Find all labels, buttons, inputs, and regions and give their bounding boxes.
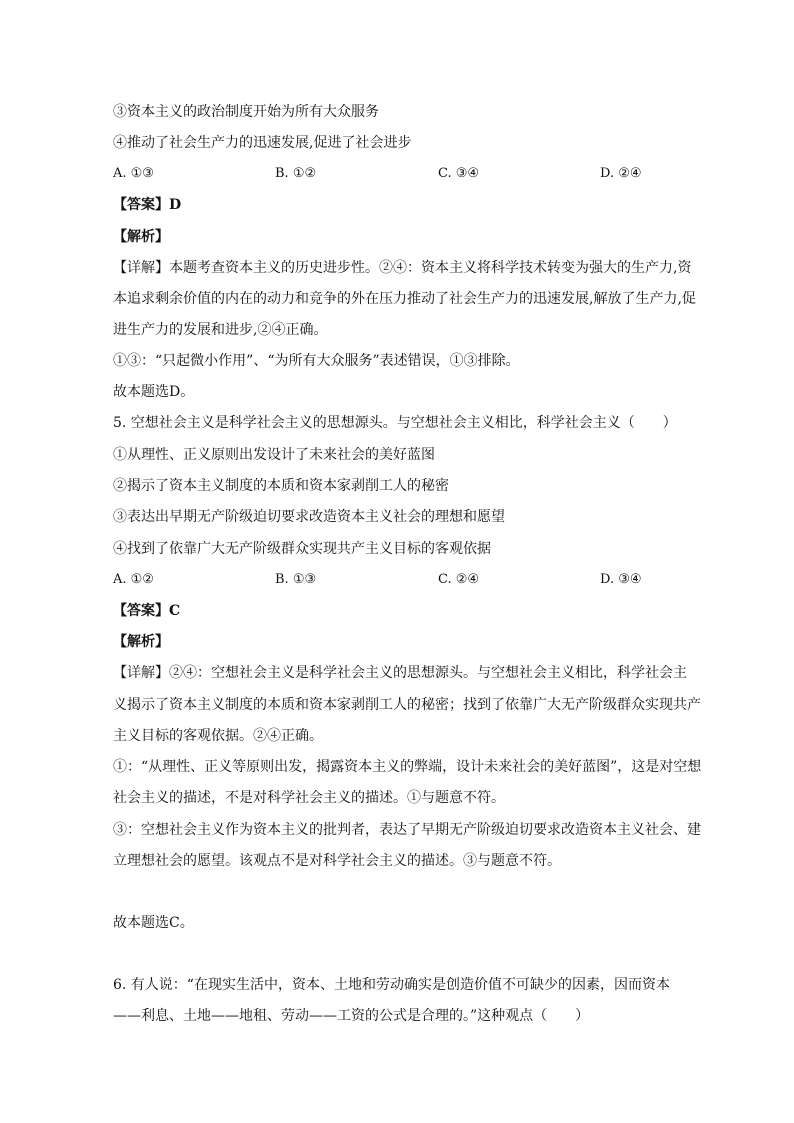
- q5-choice-d: D. ③④: [600, 572, 642, 587]
- q6-stem-line-1: 6. 有人说：“在现实生活中，资本、土地和劳动确实是创造价值不可缺少的因素，因而资本: [113, 977, 670, 993]
- q5-stem: 5. 空想社会主义是科学社会主义的思想源头。与空想社会主义相比，科学社会主义（ ）: [113, 415, 677, 431]
- q4-conclusion: 故本题选D。: [113, 384, 195, 400]
- q5-item-4: ④找到了依靠广大无产阶级群众实现共产主义目标的客观依据: [113, 541, 491, 557]
- q5-answer: 【答案】C: [113, 603, 181, 619]
- q5-choice-a: A. ①②: [113, 572, 154, 587]
- q4-analysis-label: 【解析】: [113, 229, 169, 245]
- q5-note-3-line-1: ③：空想社会主义作为资本主义的批判者，表达了早期无产阶级迫切要求改造资本主义社会、建: [113, 822, 701, 838]
- q4-answer: 【答案】D: [113, 197, 182, 213]
- q4-detail-line-3: 进生产力的发展和进步,②④正确。: [113, 322, 328, 338]
- q5-detail-line-3: 主义目标的客观依据。②④正确。: [113, 728, 323, 744]
- q4-option-item-4: ④推动了社会生产力的迅速发展,促进了社会进步: [113, 135, 412, 151]
- q5-conclusion: 故本题选C。: [113, 915, 194, 931]
- q5-item-1: ①从理性、正义原则出发设计了未来社会的美好蓝图: [113, 447, 435, 463]
- q5-item-3: ③表达出早期无产阶级迫切要求改造资本主义社会的理想和愿望: [113, 509, 505, 525]
- q4-option-item-3: ③资本主义的政治制度开始为所有大众服务: [113, 104, 379, 120]
- q5-choice-c: C. ②④: [438, 572, 480, 587]
- q5-detail-line-2: 义揭示了资本主义制度的本质和资本家剥削工人的秘密；找到了依靠广大无产阶级群众实现共产: [113, 697, 701, 713]
- q6-stem-line-2: ——利息、土地——地租、劳动——工资的公式是合理的。”这种观点（ ）: [113, 1008, 590, 1024]
- q5-analysis-label: 【解析】: [113, 634, 169, 650]
- q5-note-1-line-1: ①：“从理性、正义等原则出发，揭露资本主义的弊端，设计未来社会的美好蓝图”，这是对空想: [113, 759, 702, 775]
- q4-detail-line-2: 本追求剩余价值的内在的动力和竞争的外在压力推动了社会生产力的迅速发展,解放了生产力,促: [113, 291, 696, 307]
- q5-note-3-line-2: 立理想社会的愿望。该观点不是对科学社会主义的描述。③与题意不符。: [113, 853, 561, 869]
- q4-choice-b: B. ①②: [275, 166, 317, 181]
- q5-note-1-line-2: 社会主义的描述，不是对科学社会主义的描述。①与题意不符。: [113, 790, 505, 806]
- q4-detail-line-1: 【详解】本题考查资本主义的历史进步性。②④：资本主义将科学技术转变为强大的生产力,资: [113, 260, 692, 276]
- q4-choices: [113, 165, 673, 183]
- q5-item-2: ②揭示了资本主义制度的本质和资本家剥削工人的秘密: [113, 478, 449, 494]
- q5-choice-b: B. ①③: [275, 572, 317, 587]
- q4-choice-c: C. ③④: [438, 166, 480, 181]
- q5-choices: [113, 571, 673, 589]
- q4-choice-d: D. ②④: [600, 166, 642, 181]
- q5-detail-line-1: 【详解】②④：空想社会主义是科学社会主义的思想源头。与空想社会主义相比，科学社会主: [113, 665, 687, 681]
- q4-note: ①③：“只起微小作用”、“为所有大众服务”表述错误，①③排除。: [113, 353, 520, 369]
- q4-choice-a: A. ①③: [113, 166, 154, 181]
